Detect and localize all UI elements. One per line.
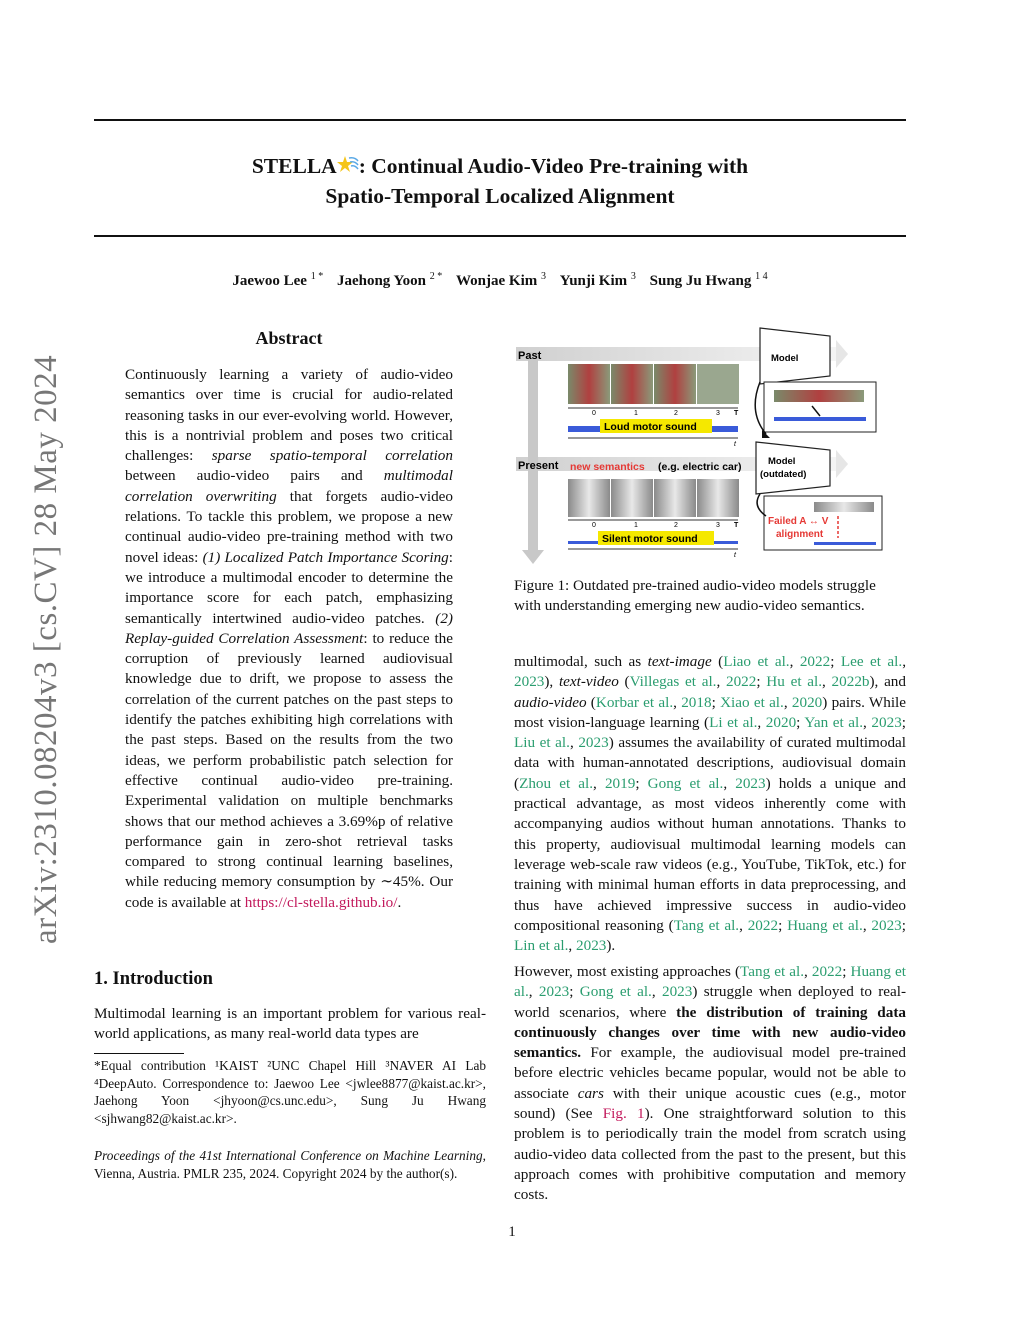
- present-thumb: [814, 502, 874, 512]
- new-semantics-note: (e.g. electric car): [658, 461, 742, 473]
- past-frame: [697, 364, 739, 404]
- label-past: Past: [518, 350, 542, 362]
- t-label: t: [734, 441, 736, 448]
- tick-label: 1: [634, 522, 638, 529]
- author: Yunji Kim $^3$: [559, 271, 636, 289]
- tick-label: 1: [634, 410, 638, 417]
- paper-title-line1: [94, 151, 906, 181]
- tick-label: 2: [674, 410, 678, 417]
- tick-label: 2: [674, 522, 678, 529]
- footnote-rule: [94, 1053, 184, 1054]
- past-thumb: [774, 390, 864, 402]
- present-thumb-wave: [814, 542, 876, 545]
- tick-T: T: [734, 522, 739, 529]
- arxiv-stamp: arXiv:2310.08204v3 [cs.CV] 28 May 2024: [28, 354, 64, 944]
- present-frame: [697, 479, 739, 517]
- tick-label: 0: [592, 410, 596, 417]
- title-bottom-rule: [94, 235, 906, 237]
- failed-alignment-1: Failed A ↔ V: [768, 516, 829, 527]
- title-top-rule: [94, 119, 906, 121]
- label-present: Present: [518, 460, 559, 472]
- abstract-heading: Abstract: [255, 328, 323, 348]
- proceedings-note: Proceedings of the 41st International Conference on Machine Learning, Vienna, Austria. PMLR 235, 2024. Copyright 2024 by the author(s).: [94, 1148, 486, 1181]
- code-link[interactable]: https://cl-stella.github.io/: [244, 893, 398, 911]
- time-axis-arrow: [528, 352, 538, 552]
- page-number: 1: [508, 1224, 516, 1240]
- silent-motor-sound: Silent motor sound: [602, 533, 698, 545]
- t-label: t: [734, 552, 736, 559]
- abstract-body: Continuously learning a variety of audio-video semantics over time is crucial for audio-related reasoning tasks in our ever-evolving world. However, this is a nontrivial problem and poses two critical challenges: sparse spatio-temporal correlation between audio-video pairs and multimodal correlation overwriting that forgets audio-video relations. To tackle this problem, we propose a new continual audio-video pre-training method with two novel ideas: (1) Localized Patch Importance Scoring: we introduce a multimodal encoder to determine the importance score for each patch, emphasizing semantically intertwined audio-video patches. (2) Replay-guided Correlation Assessment: to reduce the corruption of previously learned audiovisual knowledge due to drift, we propose to assess the correlation of the current patches on the past steps to identify the patches exhibiting high correlations with the past steps. Based on the results from the two ideas, we perform probabilistic patch selection for effective continual audio-video pre-training. Experimental validation on multiple benchmarks shows that our method achieves a 3.69%p of relative performance gain in zero-shot retrieval tasks compared to strong continual learning baselines, while reducing memory consumption by ∼45%. Our code is available at https://cl-stella.github.io/.: [125, 366, 454, 911]
- past-frame: [654, 364, 696, 404]
- right-column-paragraph-1: multimodal, such as text-image (Liao et al., 2022; Lee et al., 2023), text-video (Villegas et al., 2022; Hu et al., 2022b), and audio-video (Korbar et al., 2018; Xiao et al., 2020) pairs. While most vision-language learning (Li et al., 2020; Yan et al., 2023; Liu et al., 2023) assumes the availability of curated multimodal data with human-annotated descriptions, audiovisual domain (Zhou et al., 2019; Gong et al., 2023) holds a unique and practical advantage, as most videos inherently come with accompanying audios without human annotations. Thanks to this property, audiovisual multimodal learning models can leverage web-scale raw videos (e.g., YouTube, TikTok, etc.) for training with minimal human efforts in data preprocessing, and thus have achieved impressive success in audio-video compositional reasoning (Tang et al., 2022; Huang et al., 2023; Lin et al., 2023).: [514, 653, 907, 955]
- figure-1-caption: Figure 1: Outdated pre-trained audio-video models struggle with understanding emerging new audio-video semantics.: [514, 577, 876, 615]
- author-list: [94, 271, 906, 290]
- past-thumb-wave: [774, 417, 866, 421]
- author: Wonjae Kim $^3$: [456, 271, 546, 289]
- author: Jaehong Yoon $^{2 *}$: [336, 271, 443, 289]
- loud-motor-sound: Loud motor sound: [604, 421, 697, 433]
- intro-paragraph: Multimodal learning is an important problem for various real-world applications, as many real-world data types are: [94, 1005, 486, 1043]
- model-outdated-label-2: (outdated): [760, 469, 807, 480]
- section-heading-introduction: 1. Introduction: [94, 969, 213, 989]
- stella-star-icon: [337, 155, 359, 175]
- tick-label: 0: [592, 522, 596, 529]
- paper-title-line2: Spatio-Temporal Localized Alignment: [325, 184, 675, 208]
- model-label: Model: [771, 353, 799, 364]
- right-column-paragraph-2: However, most existing approaches (Tang et al., 2022; Huang et al., 2023; Gong et al., 2023) struggle when deployed to real-world scenarios, where the distribution of training data continuously changes over time with new audio-video semantics. For example, the audiovisual model pre-trained before electric vehicles became popular, would not be able to associate cars with their unique acoustic cues (e.g., motor sound) (See Fig. 1). One straightforward solution to this problem is to periodically train the model from scratch using audio-video data collected from the past to the present, but this approach comes with prohibitive computation and memory costs.: [514, 963, 907, 1204]
- title-rest: : Continual Audio-Video Pre-training with: [358, 154, 749, 178]
- author: Sung Ju Hwang $^{1 4}$: [649, 271, 768, 289]
- tick-label: 3: [716, 410, 720, 417]
- past-frame: [568, 364, 610, 404]
- author: Jaewoo Lee $^{1 *}$: [232, 271, 324, 289]
- present-frame: [611, 479, 653, 517]
- tick-T: T: [734, 410, 739, 417]
- present-frame: [654, 479, 696, 517]
- model-outdated-label-1: Model: [768, 456, 796, 467]
- footnote: *Equal contribution ¹KAIST ²UNC Chapel Hill ³NAVER AI Lab ⁴DeepAuto. Correspondence to: Jaewoo Lee <jwlee8877@kaist.ac.kr>, Jaehong Yoon <jhyoon@cs.unc.edu>, Sung Ju Hwang <sjhwang82@kaist.ac.kr>.: [94, 1058, 486, 1126]
- model-outdated-block: [756, 442, 830, 494]
- figure-1: [512, 322, 892, 570]
- title-stella: STELLA: [251, 154, 337, 178]
- failed-alignment-2: alignment: [776, 529, 824, 540]
- past-frame: [611, 364, 653, 404]
- new-semantics-label: new semantics: [570, 461, 645, 473]
- present-frame: [568, 479, 610, 517]
- tick-label: 3: [716, 522, 720, 529]
